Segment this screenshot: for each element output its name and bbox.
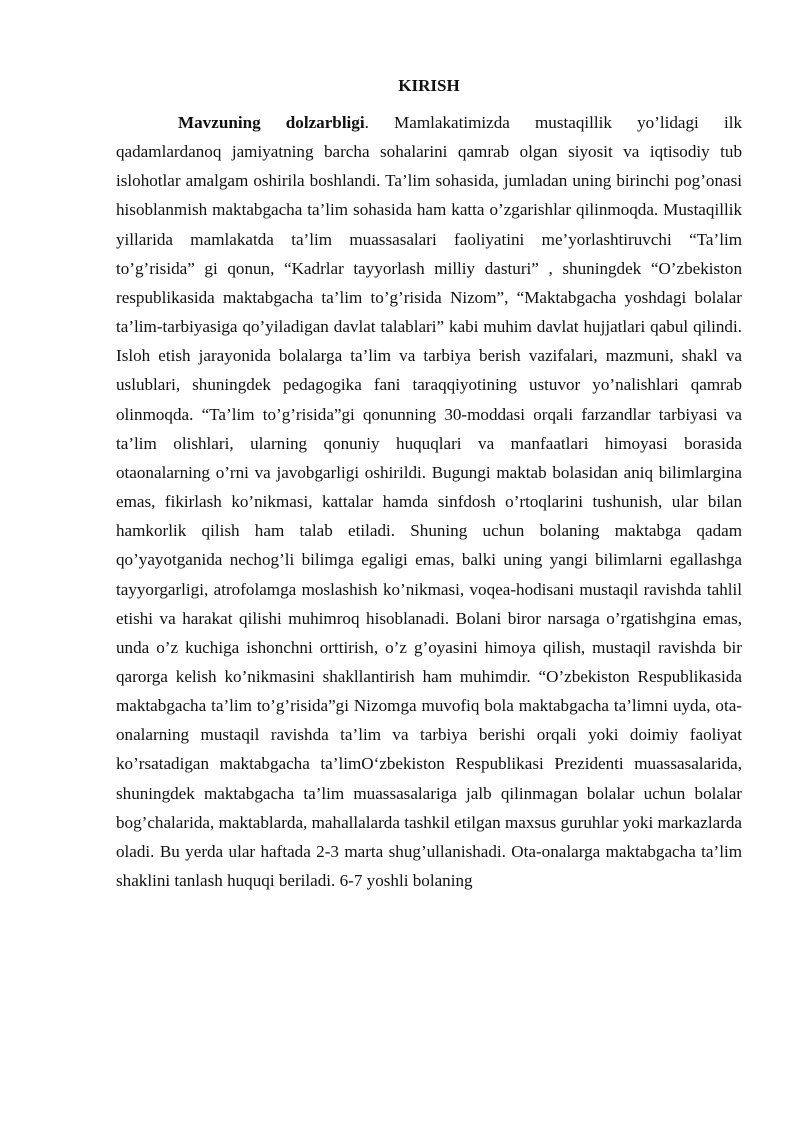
page-title: KIRISH [398,76,460,95]
lead-punctuation: . [364,113,369,132]
lead-term: Mavzuning dolzarbligi [178,113,365,132]
body-paragraph [116,108,742,895]
paragraph-text: Mamlakatimizda mustaqillik yo’lidagi ilk qadamlardanoq jamiyatning barcha sohalarini qamrab olgan siyosit va iqtisodiy tub islohotlar amalgam oshirila boshlandi. Ta’lim sohasida, jumladan uning birinchi pog’onasi hisoblanmish maktabgacha ta’lim sohasida ham katta o’zgarishlar qilinmoqda. Mustaqillik yillarida mamlakatda ta’lim muassasalari faoliyatini me’yorlashtiruvchi “Ta’lim to’g’risida” gi qonun, “Kadrlar tayyorlash milliy dasturi” , shuningdek “O’zbekiston respublikasida maktabgacha ta’lim to’g’risida Nizom”, “Maktabgacha yoshdagi bolalar ta’lim-tarbiyasiga qo’yiladigan davlat talablari” kabi muhim davlat hujjatlari qabul qilindi. Isloh etish jarayonida bolalarga ta’lim va tarbiya berish vazifalari, mazmuni, shakl va uslublari, shuningdek pedagogika fani taraqqiyotining ustuvor yo’nalishlari qamrab olinmoqda. “Ta’lim to’g’risida”gi qonunning 30-moddasi orqali farzandlar tarbiyasi va ta’lim olishlari, ularning qonuniy huquqlari va manfaatlari himoyasi borasida otaonalarning o’rni va javobgarligi oshirildi. Bugungi maktab bolasidan aniq bilimlargina emas, fikirlash ko’nikmasi, kattalar hamda sinfdosh o’rtoqlarini tushunish, ular bilan hamkorlik qilish ham talab etiladi. Shuning uchun bolaning maktabga qadam qo’yayotganida nechog’li bilimga egaligi emas, balki uning yangi bilimlarni egallashga tayyorgarligi, atrofolamga moslashish ko’nikmasi, voqea-hodisani mustaqil ravishda tahlil etishi va harakat qilishi muhimroq hisoblanadi. Bolani biror narsaga o’rgatishgina emas, unda o’z kuchiga ishonchni orttirish, o’z g’oyasini himoya qilish, mustaqil ravishda bir qarorga kelish ko’nikmasini shakllantirish ham muhimdir. “O’zbekiston Respublikasida maktabgacha ta’lim to’g’risida”gi Nizomga muvofiq bola maktabgacha ta’limni uyda, ota-onalarning mustaqil ravishda ta’lim va tarbiya berishi orqali yoki doimiy faoliyat ko’rsatadigan maktabgacha ta’limO‘zbekiston Respublikasi Prezidenti muassasalarida, shuningdek maktabgacha ta’lim muassasalariga jalb qilinmagan bolalar uchun bolalar bog’chalarida, maktablarda, mahallalarda tashkil etilgan maxsus guruhlar yoki markazlarda oladi. Bu yerda ular haftada 2-3 marta shug’ullanishadi. Ota-onalarga maktabgacha ta’lim shaklini tanlash huquqi beriladi. 6-7 yoshli bolaning [116,113,742,891]
